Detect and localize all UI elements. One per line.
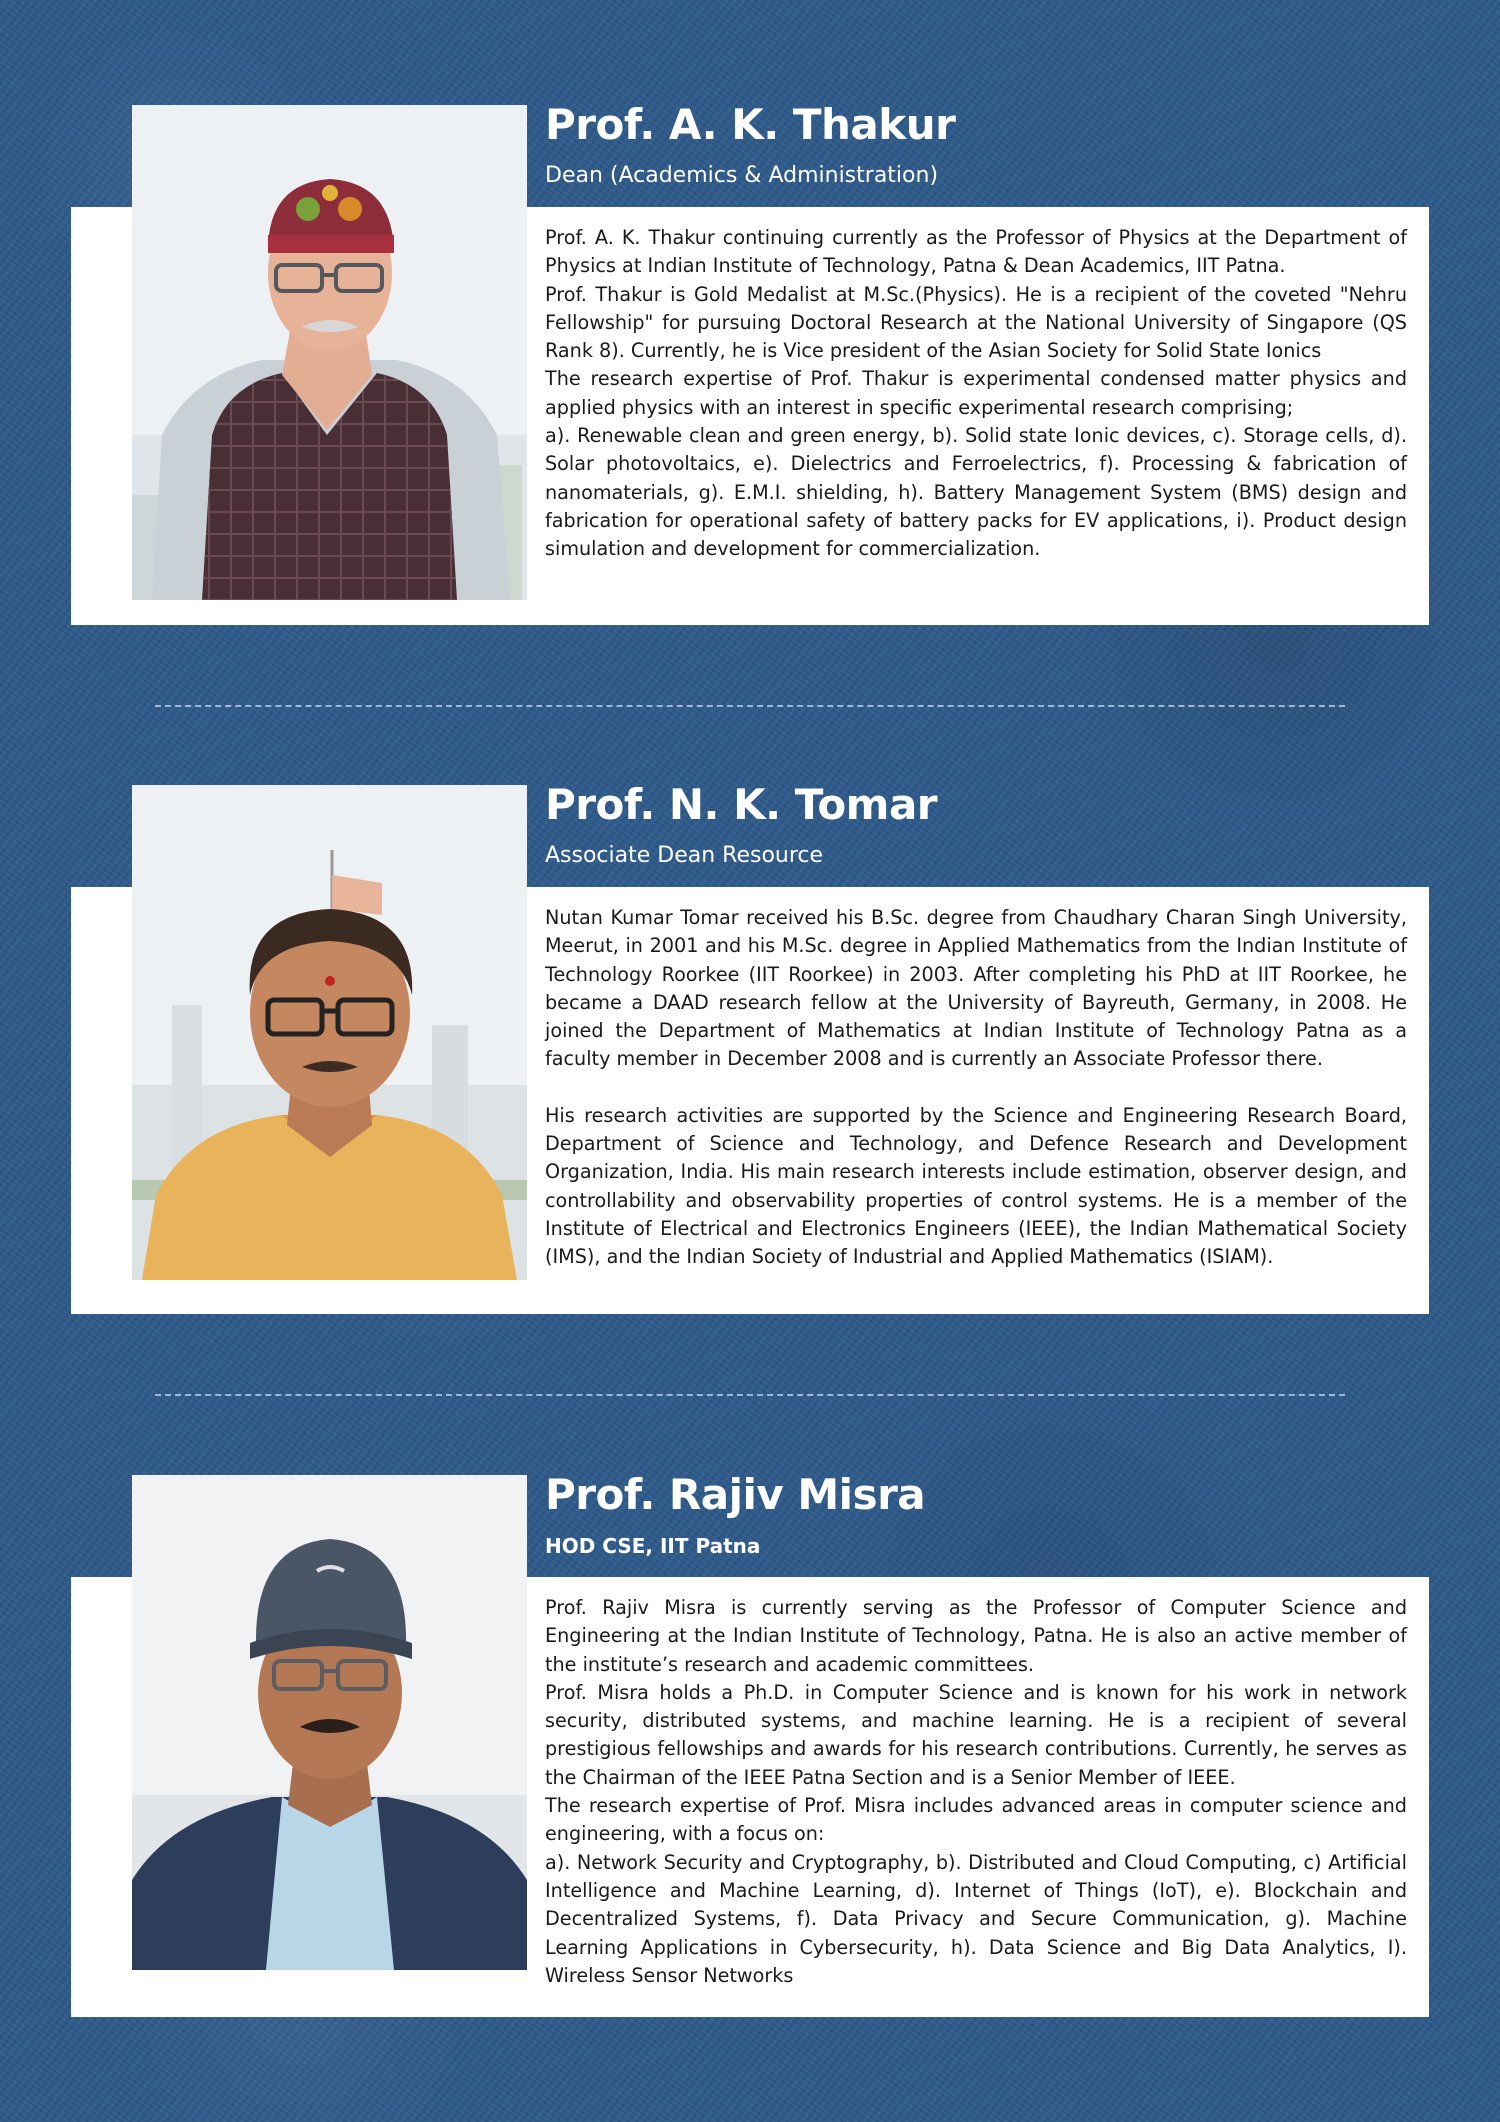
profile-bio bbox=[545, 224, 1407, 564]
profile-bio bbox=[545, 1594, 1407, 1990]
portrait-misra-image bbox=[132, 1475, 527, 1970]
bio-paragraph: Nutan Kumar Tomar received his B.Sc. degree from Chaudhary Charan Singh University, Meerut, in 2001 and his M.Sc. degree in Applied Mathematics from the Indian Institute of Technology Roorkee (IIT Roorkee) in 2003. After completing his PhD at IIT Roorkee, he became a DAAD research fellow at the University of Bayreuth, Germany, in 2008. He joined the Department of Mathematics at Indian Institute of Technology Patna as a faculty member in December 2008 and is currently an Associate Professor there. bbox=[545, 906, 1407, 1071]
bio-paragraph: His research activities are supported by the Science and Engineering Research Board, Department of Science and Technology, and Defence Research and Development Organization, India. His main research interests include estimation, observer design, and controllability and observability properties of control systems. He is a member of the Institute of Electrical and Electronics Engineers (IEEE), the Indian Mathematical Society (IMS), and the Indian Society of Industrial and Applied Mathematics (ISIAM). bbox=[545, 1103, 1407, 1269]
portrait-photo bbox=[132, 1475, 527, 1970]
bio-paragraph: Prof. Misra holds a Ph.D. in Computer Science and is known for his work in network security, distributed systems, and machine learning. He is a recipient of several prestigious fellowships and awards for his research contributions. Currently, he serves as the Chairman of the IEEE Patna Section and is a Senior Member of IEEE. bbox=[545, 1680, 1407, 1789]
bio-paragraph: a). Renewable clean and green energy, b). Solid state Ionic devices, c). Storage cells, d). Solar photovoltaics, e). Dielectrics and Ferroelectrics, f). Processing & fabrication of nanomaterials, g). E.M.I. shielding, h). Battery Management System (BMS) design and fabrication for operational safety of battery packs for EV applications, i). Product design simulation and development for commercialization. bbox=[545, 424, 1407, 561]
section-divider bbox=[155, 1394, 1345, 1396]
bio-paragraph: a). Network Security and Cryptography, b). Distributed and Cloud Computing, c) Artificial Intelligence and Machine Learning, d). Internet of Things (IoT), e). Blockchain and Decentralized Systems, f). Data Privacy and Secure Communication, g). Machine Learning Applications in Cybersecurity, h). Data Science and Big Data Analytics, I). Wireless Sensor Networks bbox=[545, 1850, 1407, 1987]
profile-name: Prof. N. K. Tomar bbox=[545, 780, 937, 829]
portrait-thakur-image bbox=[132, 105, 527, 600]
portrait-photo bbox=[132, 105, 527, 600]
bio-paragraph: The research expertise of Prof. Thakur is experimental condensed matter physics and applied physics with an interest in specific experimental research comprising; bbox=[545, 367, 1407, 419]
profile-role: Associate Dean Resource bbox=[545, 843, 824, 868]
profile-role: HOD CSE, IIT Patna bbox=[545, 1534, 761, 1558]
bio-paragraph: Prof. Rajiv Misra is currently serving as the Professor of Computer Science and Engineering at the Indian Institute of Technology, Patna. He is also an active member of the institute’s research and academic committees. bbox=[545, 1596, 1407, 1676]
bio-paragraph: The research expertise of Prof. Misra includes advanced areas in computer science and engineering, with a focus on: bbox=[545, 1794, 1407, 1846]
profile-role: Dean (Academics & Administration) bbox=[545, 163, 939, 188]
profile-name: Prof. Rajiv Misra bbox=[545, 1470, 926, 1519]
bio-paragraph: Prof. Thakur is Gold Medalist at M.Sc.(Physics). He is a recipient of the coveted "Nehru Fellowship" for pursuing Doctoral Research at the National University of Singapore (QS Rank 8). Currently, he is Vice president of the Asian Society for Solid State Ionics bbox=[545, 282, 1407, 363]
section-divider bbox=[155, 705, 1345, 707]
portrait-photo bbox=[132, 785, 527, 1280]
bio-paragraph: Prof. A. K. Thakur continuing currently as the Professor of Physics at the Department of Physics at Indian Institute of Technology, Patna & Dean Academics, IIT Patna. bbox=[545, 226, 1407, 278]
profile-name: Prof. A. K. Thakur bbox=[545, 100, 956, 149]
profile-bio bbox=[545, 904, 1407, 1272]
portrait-tomar-image bbox=[132, 785, 527, 1280]
